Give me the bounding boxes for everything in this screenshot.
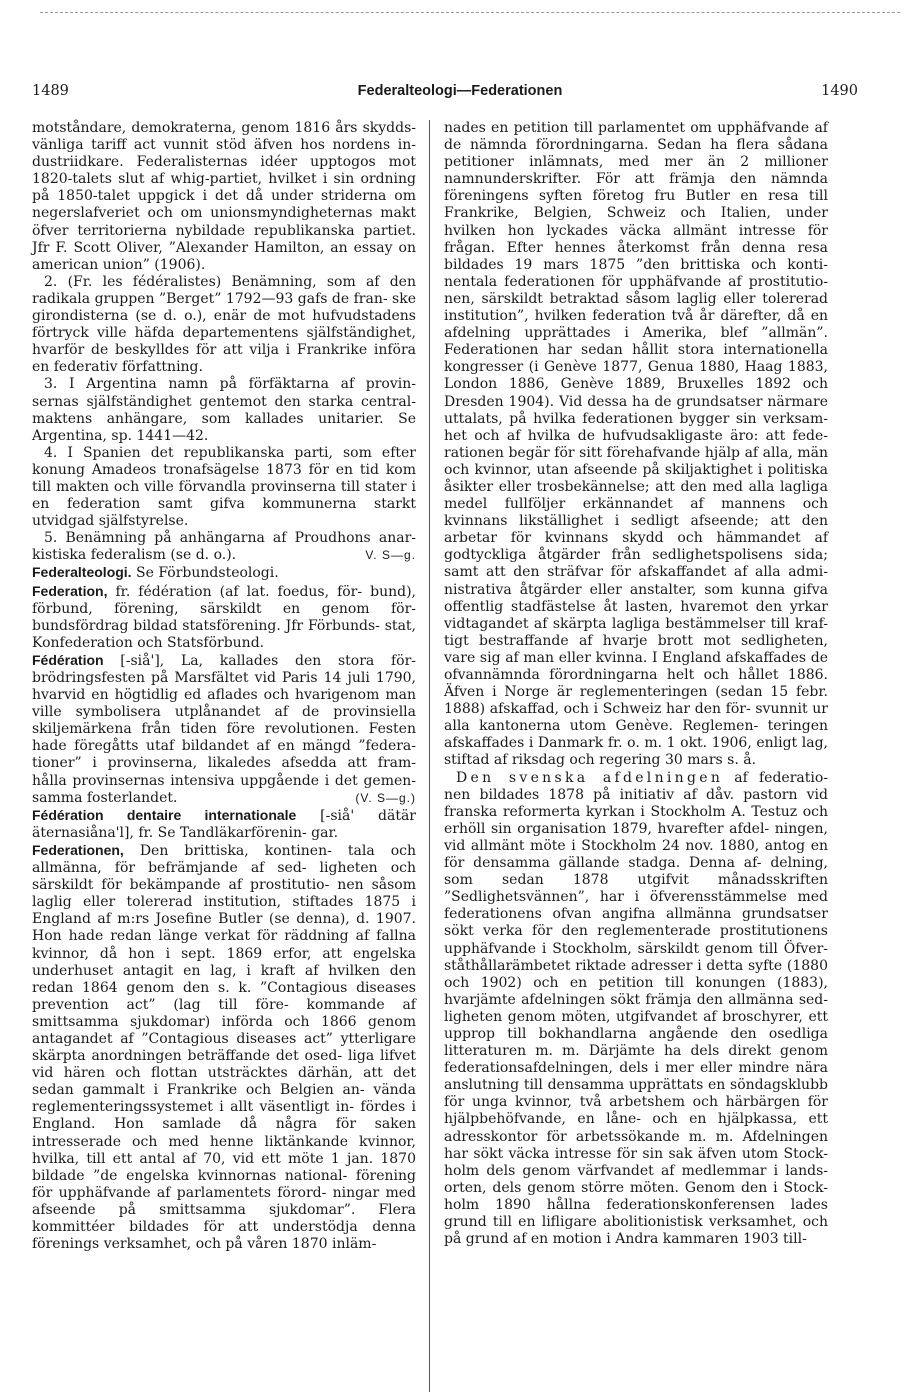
entry-text: Se Förbundsteologi.	[131, 565, 279, 582]
entry-federationen	[32, 842, 416, 1253]
entry-federalteologi	[32, 564, 416, 582]
paragraph: 4. I Spanien det republikanska parti, som efter konung Amadeos tronafsägelse 1873 för en tid kom till makten och ville förvandla provinserna till stater i en federation samt gifva kommunerna starkt utvidgad själfstyrelse.	[32, 444, 416, 530]
left-column	[32, 120, 416, 1253]
running-title: Federalteologi—Federationen	[357, 83, 563, 99]
entry-text: [-siå' dätär äternasiåna'l], fr. Se Tandläkarförenin- gar.	[32, 807, 416, 841]
headword: Fédération	[32, 651, 104, 668]
page-number-left: 1489	[32, 83, 69, 99]
paragraph: 3. I Argentina namn på förfäktarna af provin- sernas själfständighet gentemot den starka central- maktens anhängare, som kallades unitarier. Se Argentina, sp. 1441—42.	[32, 376, 416, 444]
entry-text: fr. fédération (af lat. foedus, för- bund), förbund, förening, särskildt en genom för- bundsfördrag bildad statsförening. Jfr Förbunds- stat, Konfederation och Statsförbund.	[32, 583, 416, 651]
paragraph-text: af federatio- nen bildades 1878 på initiativ af dåv. pastorn vid franska reformerta kyrkan i Stockholm A. Testuz och erhöll sin organisation 1879, hvarefter afdel- ningen, vid allmänt möte i Stockholm 24 nov. 1880, antog en för densamma gällande stadga. Denna af- delning, som sedan 1878 utgifvit månadsskriften ”Sedlighetsvännen”, har i öfverensstämmelse med federationens ofvan angifna allmänna grundsatser sökt verka för den reglementerade prostitutionens upphäfvande i Stockholm, särskildt genom till Öfver- ståthållarämbetet riktade adresser i detta syfte (1880 och 1902) och en petition till konungen (1883), hvarjämte afdelningen sökt främja den allmänna sed- ligheten genom möten, utgifvandet af broschyrer, ett upprop till bokhandlarna angående den osedliga litteraturen m. m. Därjämte ha dels direkt genom federationsafdelningen, dels i mer eller mindre nära anslutning till densamma upprättats en söndagsklubb för unga kvinnor, två arbetshem och härbärgen för hjälpbehöfvande, en låne- och en hjälpkassa, ett adresskontor för arbetssökande m. m. Afdelningen har sökt väcka intresse för sin sak äfven utom Stock- holm dels genom värfvandet af medlemmar i lands- orten, dels genom större möten. Genom den i Stock- holm 1890 hållna federationskonferensen lades grund till en lifligare abolitionistisk verksamhet, och på grund af en motion i Andra kammaren 1903 till-	[444, 769, 828, 1248]
headword: Federalteologi.	[32, 564, 132, 581]
headword: Fédération dentaire internationale	[32, 806, 297, 823]
author-signature: V. S—g.	[365, 548, 416, 563]
paragraph: nades en petition till parlamentet om upphäfvande af de nämnda förordningarna. Sedan ha flera sådana petitioner inlämnats, med mer än 2 millioner namnunderskrifter. För att främja den nämnda föreningens syften företog fru Butler en resa till Frankrike, Belgien, Schweiz och Italien, under hvilken hon lyckades väcka allmänt intresse för frågan. Efter hennes återkomst från denna resa bildades 19 mars 1875 ”den brittiska och konti- nentala federationen för upphäfvande af prostitutio- nen, särskildt betraktad såsom laglig eller tolererad institution”, hvilken federation två år därefter, då en afdelning upprättades i Amerika, blef ”allmän”. Federationen har sedan hållit stora internationella kongresser (i Genève 1877, Genua 1880, Haag 1883, London 1886, Genève 1889, Bruxelles 1892 och Dresden 1904). Vid dessa ha de grundsatser närmare uttalats, på hvilka federationen bygger sin verksam- het och af hvilka de hufvudsakligaste äro: att fede- rationen begär för sitt förehafvande hjälp af alla, män och kvinnor, utan afseende på skiljaktighet i politiska åsikter eller trosbekännelse; att den med alla lagliga medel fullföljer erkännandet af mannens och kvinnans likställighet i sedligt afseende; att den arbetar för kvinnans skydd och hämmandet af godtyckliga åtgärder från sedlighetspolisens sida; samt att den sträfvar för afskaffandet af alla admi- nistrativa åtgärder eller anstalter, som kunna gifva offentlig stadfästelse åt lasten, hvaremot den yrkar vidtagandet af skärpta lagliga bestämmelser till kraf- tigt bestraffande af hvarje brott mot sedligheten, vare sig af man eller kvinna. I England afskaffades de ofvannämnda förordningarna helt och hållet 1886. Äfven i Norge är reglementeringen (sedan 15 febr. 1888) afskaffad, och i Schweiz har den för- svunnit ur alla kantonerna utom Genève. Reglemen- teringen afskaffades i Danmark fr. o. m. 1 okt. 1906, enligt lag, stiftad af riksdag och regering 30 mars s. å.	[444, 120, 828, 769]
headword: Federationen,	[32, 841, 124, 858]
paragraph-text: 5. Benämning på anhängarna af Proudhons anar- kistiska federalism (se d. o.).	[32, 530, 416, 564]
headword: Federation,	[32, 582, 108, 599]
author-signature: (V. S—g.)	[355, 790, 416, 805]
paragraph: 2. (Fr. les fédéralistes) Benämning, som af den radikala gruppen ”Berget” 1792—93 gafs de fran- ske girondisterna (se d. o.), enär de mot hufvudstadens förtryck ville häfda departementens själfständighet, hvarför de beskylldes för att vilja i Frankrike införa en federativ författning.	[32, 273, 416, 376]
spaced-lead: Den svenska afdelningen	[456, 769, 724, 786]
entry-federation-dentaire	[32, 807, 416, 842]
column-divider	[429, 120, 430, 1392]
entry-federation-la	[32, 652, 416, 807]
page-number-right: 1490	[821, 83, 858, 99]
right-column	[444, 120, 828, 1248]
paragraph	[32, 530, 416, 564]
entry-text: [-siå'], La, kallades den stora för- brödringsfesten på Marsfältet vid Paris 14 juli 1790, hvarvid en högtidlig ed aflades och hvarigenom man ville symbolisera utplånandet af de provinsiella skiljemärkena från tiden före revolutionen. Festen hade föregåtts utaf bildandet af en mängd ”federa- tioner” i provinserna, likaledes afsedda att fram- hålla provinsernas intensiva uppgående i det gemen- samma fosterlandet.	[32, 652, 416, 806]
entry-federation	[32, 583, 416, 652]
entry-text: Den brittiska, kontinen- tala och allmänna, för befrämjande af sed- ligheten och särskildt för bekämpande af prostitutio- nen såsom laglig eller tolererad institution, stiftades 1875 i England af m:rs Josefine Butler (se denna), d. 1907. Hon hade redan länge verkat för räddning af fallna kvinnor, då hon i sept. 1869 erfor, att engelska underhuset antagit en lag, i kraft af hvilken den redan 1864 genom den s. k. ”Contagious diseases prevention act” (lag till före- kommande af smittsamma sjukdomar) införda och 1866 genom antagandet af ”Contagious diseases act” ytterligare skärpta anordningen beträffande det osed- liga lifvet vid hären och flottan utsträcktes därhän, att det sedan gammalt i Frankrike och Belgien an- vända reglementeringssystemet i allt väsentligt in- fördes i England. Hon samlade då några för saken intresserade och med henne liktänkande kvinnor, hvilka, till ett antal af 70, vid ett möte 1 jan. 1870 bildade ”de engelska kvinnornas national- förening för upphäfvande af parlamentets förord- ningar med afseende på smittsamma sjukdomar”. Flera kommittéer bildades för att understödja denna förenings verksamhet, och på våren 1870 inläm-	[32, 842, 416, 1253]
paragraph	[444, 770, 828, 1249]
paragraph: motståndare, demokraterna, genom 1816 års skydds- vänliga tariff act vunnit stöd äfven hos nordens in- dustriidkare. Federalisternas idéer upptogos mot 1820-talets slut af whig-partiet, hvilket i sin ordning på 1850-talet uppgick i det då under striderna om negerslafveriet och om unionsmyndigheternas makt öfver territorierna nybildade republikanska partiet. Jfr F. Scott Oliver, ”Alexander Hamilton, an essay on american union” (1906).	[32, 120, 416, 273]
scan-top-border	[40, 12, 900, 13]
